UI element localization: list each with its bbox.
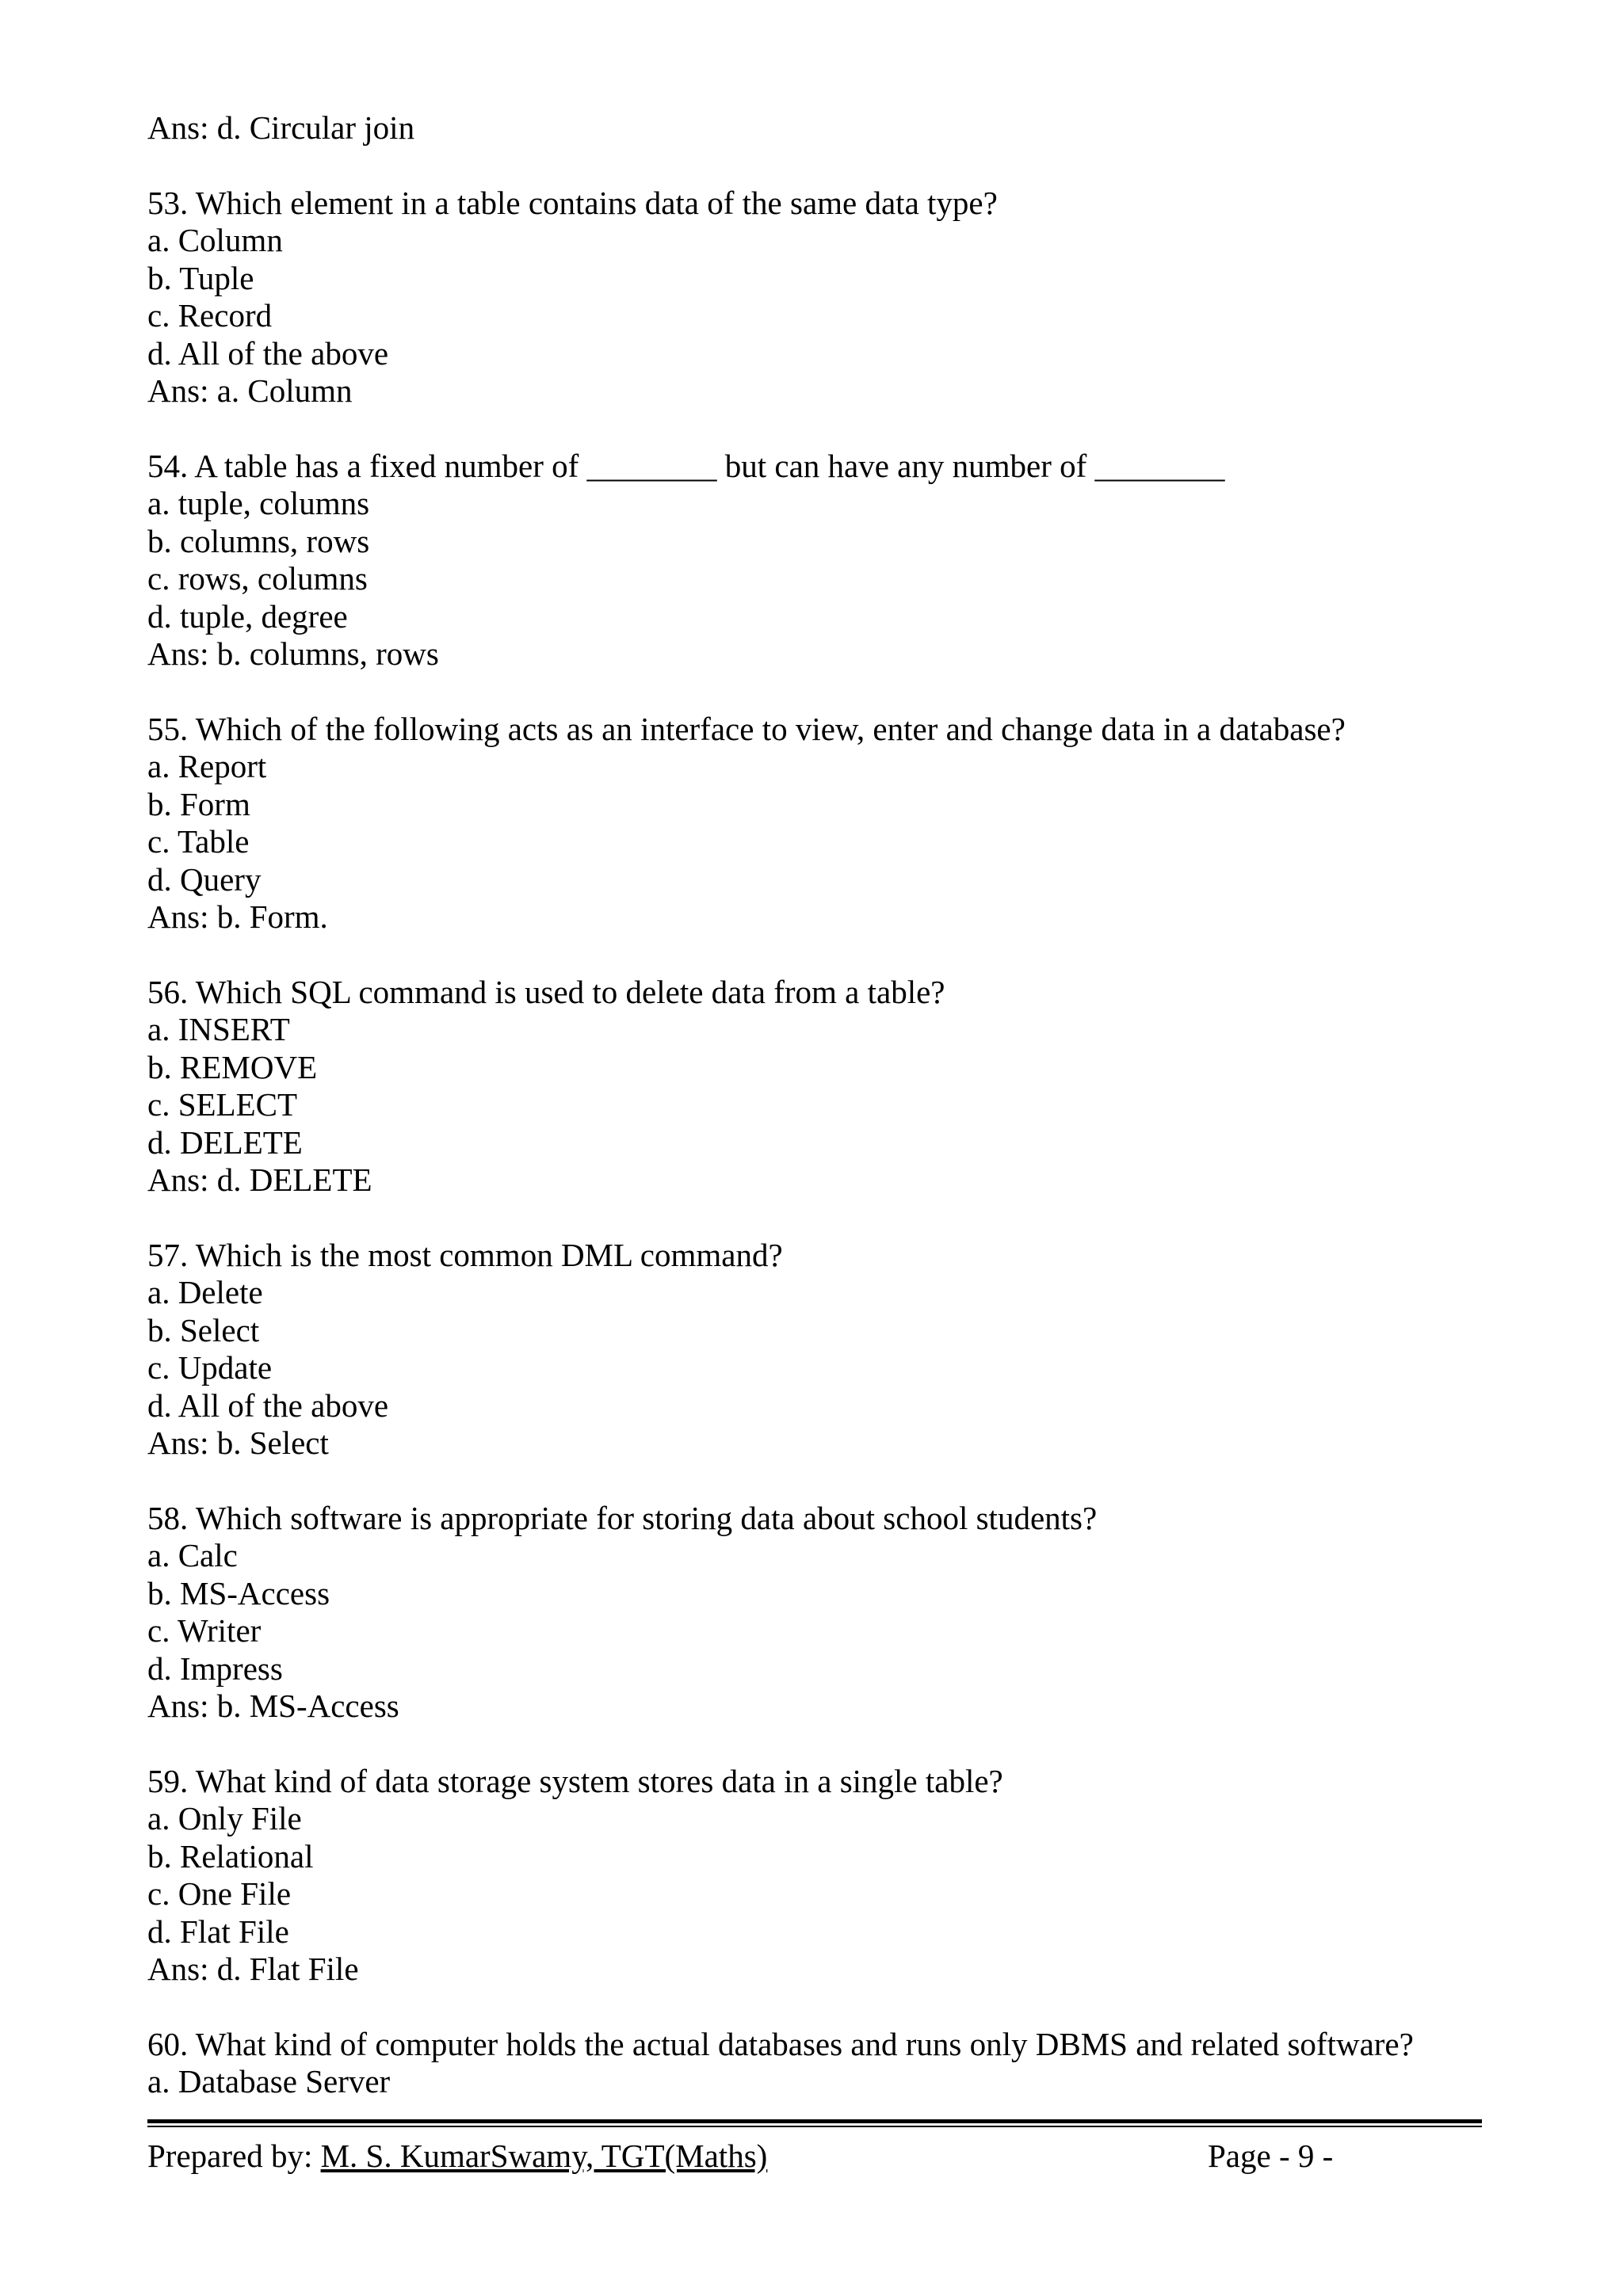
- question-line: 57. Which is the most common DML command?: [147, 1236, 783, 1273]
- option-line: c. Table: [147, 823, 250, 860]
- footer-prepared-by: [147, 2137, 767, 2175]
- option-line: c. Writer: [147, 1612, 262, 1649]
- block-spacer: [147, 1726, 1479, 1763]
- footer-prepared-label: Prepared by:: [147, 2138, 321, 2174]
- question-block: [147, 448, 1479, 673]
- option-line: c. SELECT: [147, 1086, 298, 1123]
- answer-line: Ans: a. Column: [147, 372, 353, 409]
- block-spacer: [147, 1463, 1479, 1500]
- option-line: b. Select: [147, 1311, 260, 1348]
- block-spacer: [147, 1199, 1479, 1237]
- question-line: 60. What kind of computer holds the actual databases and runs only DBMS and related software?: [147, 2025, 1414, 2062]
- option-line: a. tuple, columns: [147, 485, 370, 521]
- block-spacer: [147, 1989, 1479, 2026]
- option-line: b. REMOVE: [147, 1048, 318, 1085]
- option-line: b. Form: [147, 785, 250, 822]
- answer-line: Ans: d. Flat File: [147, 1951, 359, 1987]
- question-line: 53. Which element in a table contains data of the same data type?: [147, 184, 998, 221]
- option-line: a. Column: [147, 222, 283, 258]
- page-content: [147, 109, 1479, 2101]
- option-line: d. Query: [147, 860, 262, 898]
- question-block: [147, 974, 1479, 1199]
- option-line: d. All of the above: [147, 334, 389, 372]
- option-line: a. Calc: [147, 1537, 238, 1573]
- answer-line: Ans: d. Circular join: [147, 109, 415, 146]
- question-line: 55. Which of the following acts as an interface to view, enter and change data in a database?: [147, 710, 1346, 747]
- question-block: [147, 1237, 1479, 1463]
- block-spacer: [147, 410, 1479, 448]
- answer-line: Ans: d. DELETE: [147, 1161, 372, 1198]
- question-block: [147, 711, 1479, 936]
- question-line: 59. What kind of data storage system stores data in a single table?: [147, 1762, 1003, 1799]
- footer-page-number: Page - 9 -: [1208, 2138, 1334, 2174]
- question-line: 56. Which SQL command is used to delete data from a table?: [147, 973, 945, 1010]
- answer-line: Ans: b. columns, rows: [147, 635, 439, 672]
- footer-author: M. S. KumarSwamy, TGT(Maths): [320, 2138, 768, 2174]
- block-spacer: [147, 936, 1479, 974]
- question-block: [147, 185, 1479, 410]
- question-line: 58. Which software is appropriate for storing data about school students?: [147, 1499, 1098, 1536]
- footer-rule-thick: [147, 2119, 1482, 2123]
- question-block: [147, 109, 1479, 147]
- option-line: b. columns, rows: [147, 522, 370, 559]
- question-block: [147, 2026, 1479, 2101]
- option-line: c. Update: [147, 1349, 273, 1386]
- option-line: a. INSERT: [147, 1011, 290, 1047]
- option-line: d. tuple, degree: [147, 597, 348, 635]
- option-line: a. Report: [147, 748, 267, 784]
- option-line: a. Delete: [147, 1274, 263, 1310]
- block-spacer: [147, 673, 1479, 711]
- option-line: c. Record: [147, 297, 273, 334]
- footer-rule-thin: [147, 2126, 1482, 2127]
- question-line: 54. A table has a fixed number of ________ but can have any number of ________: [147, 447, 1225, 484]
- answer-line: Ans: b. MS-Access: [147, 1688, 399, 1724]
- option-line: b. Tuple: [147, 259, 254, 296]
- question-block: [147, 1500, 1479, 1726]
- option-line: b. MS-Access: [147, 1574, 330, 1611]
- block-spacer: [147, 147, 1479, 185]
- option-line: d. Flat File: [147, 1913, 289, 1950]
- option-line: c. One File: [147, 1875, 292, 1912]
- option-line: d. DELETE: [147, 1123, 303, 1161]
- option-line: a. Only File: [147, 1800, 302, 1836]
- answer-line: Ans: b. Select: [147, 1425, 329, 1461]
- option-line: d. Impress: [147, 1650, 283, 1687]
- answer-line: Ans: b. Form.: [147, 898, 328, 935]
- option-line: b. Relational: [147, 1837, 314, 1875]
- option-line: a. Database Server: [147, 2063, 391, 2100]
- question-block: [147, 1763, 1479, 1989]
- option-line: c. rows, columns: [147, 560, 368, 597]
- option-line: d. All of the above: [147, 1386, 389, 1424]
